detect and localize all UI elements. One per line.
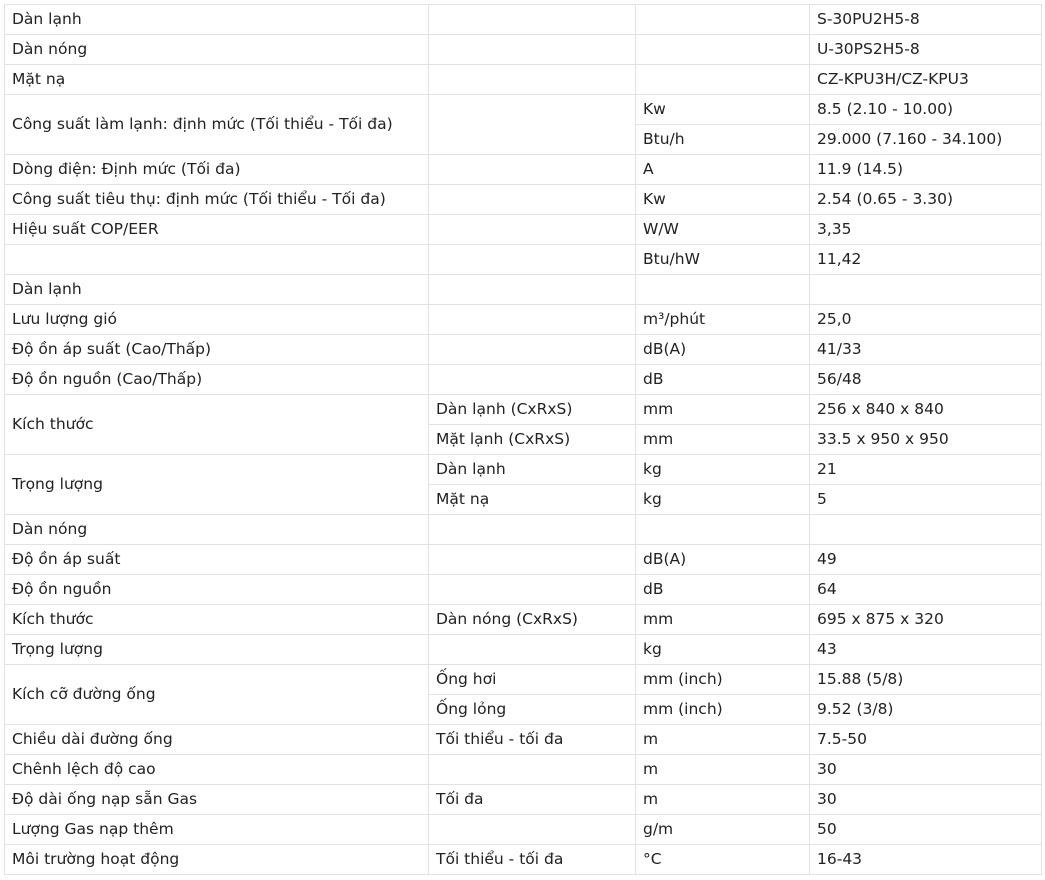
spec-unit: dB — [636, 575, 810, 605]
spec-label: Chiều dài đường ống — [5, 725, 429, 755]
spec-sublabel — [429, 575, 636, 605]
spec-value: 695 x 875 x 320 — [810, 605, 1042, 635]
spec-unit: mm — [636, 425, 810, 455]
table-row — [5, 785, 1042, 815]
table-row — [5, 545, 1042, 575]
spec-label: Kích thước — [5, 605, 429, 635]
spec-value: 256 x 840 x 840 — [810, 395, 1042, 425]
spec-value: 2.54 (0.65 - 3.30) — [810, 185, 1042, 215]
spec-label: Công suất tiêu thụ: định mức (Tối thiểu - Tối đa) — [5, 185, 429, 215]
spec-value: 56/48 — [810, 365, 1042, 395]
spec-value: 30 — [810, 755, 1042, 785]
spec-unit: °C — [636, 845, 810, 875]
spec-value — [810, 275, 1042, 305]
spec-unit — [636, 65, 810, 95]
spec-sublabel: Tối thiểu - tối đa — [429, 845, 636, 875]
spec-sublabel: Dàn nóng (CxRxS) — [429, 605, 636, 635]
spec-sublabel: Tối thiểu - tối đa — [429, 725, 636, 755]
spec-unit: kg — [636, 635, 810, 665]
spec-sublabel — [429, 365, 636, 395]
spec-label: Dòng điện: Định mức (Tối đa) — [5, 155, 429, 185]
table-row — [5, 635, 1042, 665]
spec-label: Dàn nóng — [5, 35, 429, 65]
table-row — [5, 365, 1042, 395]
spec-unit: kg — [636, 455, 810, 485]
spec-sublabel — [429, 65, 636, 95]
spec-sublabel — [429, 815, 636, 845]
spec-unit — [636, 275, 810, 305]
table-row — [5, 755, 1042, 785]
spec-sublabel — [429, 215, 636, 245]
spec-label: Kích thước — [5, 395, 429, 455]
spec-value: 7.5-50 — [810, 725, 1042, 755]
spec-sublabel — [429, 515, 636, 545]
spec-label: Độ ồn nguồn (Cao/Thấp) — [5, 365, 429, 395]
spec-label: Dàn nóng — [5, 515, 429, 545]
spec-value: 5 — [810, 485, 1042, 515]
spec-sublabel: Ống lỏng — [429, 695, 636, 725]
spec-unit: mm — [636, 395, 810, 425]
table-row — [5, 245, 1042, 275]
spec-value: 21 — [810, 455, 1042, 485]
spec-sublabel — [429, 35, 636, 65]
spec-unit: Btu/hW — [636, 245, 810, 275]
table-row — [5, 335, 1042, 365]
spec-value: 11,42 — [810, 245, 1042, 275]
spec-value: 3,35 — [810, 215, 1042, 245]
spec-value: 25,0 — [810, 305, 1042, 335]
spec-sublabel — [429, 95, 636, 155]
spec-value: 41/33 — [810, 335, 1042, 365]
spec-label: Dàn lạnh — [5, 275, 429, 305]
spec-unit: dB(A) — [636, 335, 810, 365]
spec-unit: mm (inch) — [636, 665, 810, 695]
spec-unit: Btu/h — [636, 125, 810, 155]
table-row — [5, 215, 1042, 245]
spec-unit: kg — [636, 485, 810, 515]
spec-sublabel — [429, 5, 636, 35]
spec-label: Lưu lượng gió — [5, 305, 429, 335]
spec-value: S-30PU2H5-8 — [810, 5, 1042, 35]
table-row — [5, 155, 1042, 185]
spec-sublabel — [429, 305, 636, 335]
spec-value: 29.000 (7.160 - 34.100) — [810, 125, 1042, 155]
table-row — [5, 395, 1042, 425]
spec-unit: dB(A) — [636, 545, 810, 575]
spec-sublabel: Dàn lạnh (CxRxS) — [429, 395, 636, 425]
spec-unit: Kw — [636, 185, 810, 215]
spec-value: 49 — [810, 545, 1042, 575]
table-row — [5, 95, 1042, 125]
spec-sublabel — [429, 545, 636, 575]
spec-value: 33.5 x 950 x 950 — [810, 425, 1042, 455]
spec-value: 64 — [810, 575, 1042, 605]
spec-unit: m³/phút — [636, 305, 810, 335]
spec-sublabel — [429, 755, 636, 785]
spec-label: Mặt nạ — [5, 65, 429, 95]
spec-value: 50 — [810, 815, 1042, 845]
spec-label: Hiệu suất COP/EER — [5, 215, 429, 245]
spec-table — [4, 4, 1042, 875]
spec-sublabel: Tối đa — [429, 785, 636, 815]
spec-value: U-30PS2H5-8 — [810, 35, 1042, 65]
spec-sublabel: Ống hơi — [429, 665, 636, 695]
spec-sublabel: Mặt nạ — [429, 485, 636, 515]
table-row — [5, 65, 1042, 95]
spec-value: 11.9 (14.5) — [810, 155, 1042, 185]
spec-value: CZ-KPU3H/CZ-KPU3 — [810, 65, 1042, 95]
table-row — [5, 455, 1042, 485]
table-row — [5, 845, 1042, 875]
spec-label — [5, 245, 429, 275]
table-row — [5, 5, 1042, 35]
spec-sublabel — [429, 335, 636, 365]
table-row — [5, 185, 1042, 215]
spec-unit: Kw — [636, 95, 810, 125]
spec-label: Độ ồn nguồn — [5, 575, 429, 605]
spec-label: Độ ồn áp suất — [5, 545, 429, 575]
spec-unit: m — [636, 755, 810, 785]
table-row — [5, 575, 1042, 605]
spec-label: Độ dài ống nạp sẵn Gas — [5, 785, 429, 815]
spec-label: Công suất làm lạnh: định mức (Tối thiểu - Tối đa) — [5, 95, 429, 155]
spec-label: Kích cỡ đường ống — [5, 665, 429, 725]
spec-label: Độ ồn áp suất (Cao/Thấp) — [5, 335, 429, 365]
spec-sublabel: Dàn lạnh — [429, 455, 636, 485]
spec-sublabel — [429, 155, 636, 185]
spec-value: 16-43 — [810, 845, 1042, 875]
spec-unit — [636, 5, 810, 35]
spec-unit: m — [636, 785, 810, 815]
spec-unit: m — [636, 725, 810, 755]
table-row — [5, 305, 1042, 335]
spec-sublabel — [429, 635, 636, 665]
table-row — [5, 665, 1042, 695]
table-row — [5, 35, 1042, 65]
spec-value: 8.5 (2.10 - 10.00) — [810, 95, 1042, 125]
spec-unit: mm — [636, 605, 810, 635]
spec-sublabel — [429, 185, 636, 215]
spec-value: 15.88 (5/8) — [810, 665, 1042, 695]
table-row — [5, 605, 1042, 635]
spec-sublabel — [429, 245, 636, 275]
table-row — [5, 725, 1042, 755]
table-row — [5, 815, 1042, 845]
spec-label: Chênh lệch độ cao — [5, 755, 429, 785]
table-row — [5, 515, 1042, 545]
spec-value — [810, 515, 1042, 545]
spec-unit: W/W — [636, 215, 810, 245]
spec-unit: A — [636, 155, 810, 185]
spec-sublabel: Mặt lạnh (CxRxS) — [429, 425, 636, 455]
spec-unit — [636, 35, 810, 65]
spec-value: 9.52 (3/8) — [810, 695, 1042, 725]
spec-label: Trọng lượng — [5, 635, 429, 665]
spec-label: Môi trường hoạt động — [5, 845, 429, 875]
spec-unit: dB — [636, 365, 810, 395]
spec-label: Trọng lượng — [5, 455, 429, 515]
spec-unit: mm (inch) — [636, 695, 810, 725]
table-row — [5, 275, 1042, 305]
spec-unit: g/m — [636, 815, 810, 845]
spec-unit — [636, 515, 810, 545]
spec-label: Lượng Gas nạp thêm — [5, 815, 429, 845]
spec-value: 30 — [810, 785, 1042, 815]
spec-sublabel — [429, 275, 636, 305]
spec-value: 43 — [810, 635, 1042, 665]
spec-label: Dàn lạnh — [5, 5, 429, 35]
